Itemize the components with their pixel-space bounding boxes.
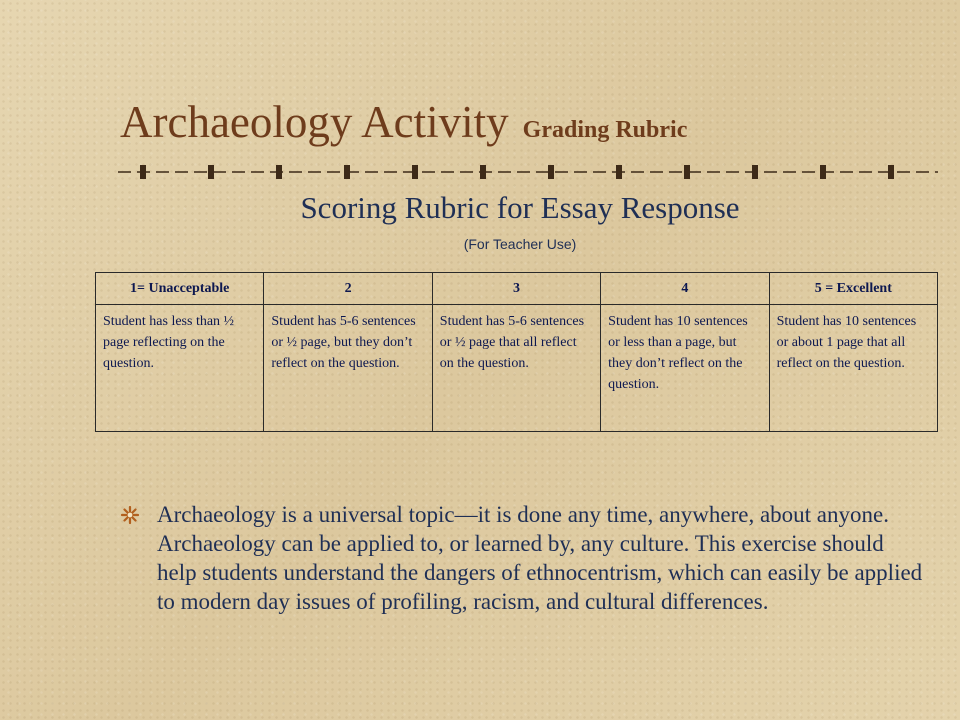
score-description: Student has 5-6 sentences or ½ page, but they don’t reflect on the question. bbox=[264, 305, 432, 432]
decorative-divider bbox=[118, 162, 938, 182]
score-description: Student has 5-6 sentences or ½ page that all reflect on the question. bbox=[432, 305, 600, 432]
title-subtitle: Grading Rubric bbox=[522, 117, 688, 143]
score-description: Student has less than ½ page reflecting on the question. bbox=[96, 305, 264, 432]
body-paragraph: Archaeology is a universal topic—it is done any time, anywhere, about anyone. Archaeology can be applied to, or learned by, any culture. This exercise should help students understand the dangers of ethnocentrism, which can easily be applied to modern day issues of profiling, racism, and cultural differences. bbox=[157, 502, 923, 614]
starburst-bullet-icon bbox=[120, 505, 140, 525]
title-main: Archaeology Activity bbox=[120, 97, 509, 147]
score-description: Student has 10 sentences or about 1 page that all reflect on the question. bbox=[769, 305, 937, 432]
score-header: 5 = Excellent bbox=[769, 273, 937, 305]
score-header: 2 bbox=[264, 273, 432, 305]
rubric-header-row bbox=[96, 273, 938, 305]
slide-title bbox=[120, 96, 687, 148]
rubric-table bbox=[95, 272, 938, 432]
score-header: 3 bbox=[432, 273, 600, 305]
rubric-note: (For Teacher Use) bbox=[463, 236, 577, 252]
score-header: 4 bbox=[601, 273, 769, 305]
score-description: Student has 10 sentences or less than a page, but they don’t reflect on the question. bbox=[601, 305, 769, 432]
rubric-description-row bbox=[96, 305, 938, 432]
rubric-heading: Scoring Rubric for Essay Response bbox=[300, 190, 740, 225]
score-header: 1= Unacceptable bbox=[96, 273, 264, 305]
